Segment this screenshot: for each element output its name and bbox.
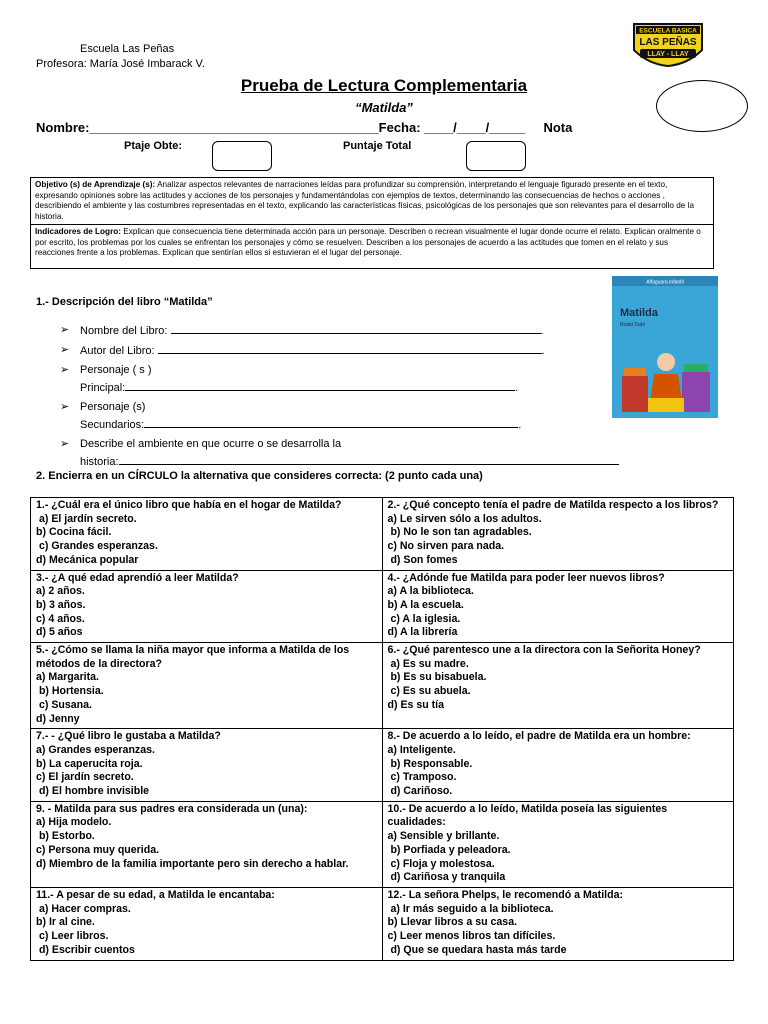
achievement-indicators	[31, 224, 713, 261]
book-author: Roald Dahl	[620, 322, 645, 328]
answer-option[interactable]: a) Es su madre.	[387, 657, 469, 670]
book-cover-image	[612, 276, 718, 418]
answer-option[interactable]: b) Porfiada y peleadora.	[387, 843, 511, 856]
question-cell	[382, 643, 734, 729]
table-row	[31, 801, 734, 887]
question-cell	[382, 498, 734, 571]
answer-option[interactable]: d) Jenny	[36, 712, 80, 725]
answer-option[interactable]: b) La caperucita roja.	[36, 757, 143, 770]
answer-option[interactable]: c) El jardín secreto.	[36, 771, 134, 784]
questions-table	[30, 497, 734, 961]
book-name-field[interactable]	[171, 322, 541, 334]
answer-option[interactable]: d) 5 años	[36, 626, 83, 639]
answer-option[interactable]: b) Es su bisabuela.	[387, 671, 487, 684]
answer-option[interactable]: b) Ir al cine.	[36, 916, 95, 929]
answer-option[interactable]: a) Inteligente.	[387, 743, 456, 756]
answer-option[interactable]: a) 2 años.	[36, 585, 85, 598]
answer-option[interactable]: b) 3 años.	[36, 598, 86, 611]
name-label: Nombre:	[36, 120, 90, 135]
answer-option[interactable]: d) Miembro de la familia importante pero sin derecho a hablar.	[36, 857, 349, 870]
item-sublabel: Secundarios:	[80, 419, 145, 431]
answer-option[interactable]: a) Le sirven sólo a los adultos.	[387, 512, 542, 525]
answer-option[interactable]: c) A la iglesia.	[387, 612, 461, 625]
section1-heading: 1.- Descripción del libro “Matilda”	[36, 296, 213, 308]
arrow-bullet-icon: ➢	[60, 401, 70, 413]
logo-top-text: ESCUELA BASICA	[639, 27, 697, 35]
question-text: 12.- La señora Phelps, le recomendó a Matilda:	[387, 888, 623, 901]
school-logo	[628, 20, 708, 68]
name-date-row	[36, 120, 572, 135]
question-cell	[31, 643, 383, 729]
answer-option[interactable]: c) Persona muy querida.	[36, 843, 160, 856]
date-field[interactable]: ____/____/_____	[420, 120, 526, 135]
list-item: ➢ Personaje ( s ) Principal: .	[60, 362, 620, 397]
answer-option[interactable]: b) Cocina fácil.	[36, 526, 112, 539]
question-text: 5.- ¿Cómo se llama la niña mayor que informa a Matilda de los métodos de la directora?	[36, 644, 350, 670]
answer-option[interactable]: d) Que se quedara hasta más tarde	[387, 943, 567, 956]
question-text: 1.- ¿Cuál era el único libro que había en el hogar de Matilda?	[36, 499, 342, 511]
question-cell	[31, 498, 383, 571]
arrow-bullet-icon: ➢	[60, 364, 70, 376]
page-subtitle: “Matilda”	[355, 100, 413, 115]
answer-option[interactable]: b) Estorbo.	[36, 830, 95, 843]
item-label: Personaje ( s )	[80, 364, 152, 376]
score-total-label: Puntaje Total	[343, 140, 412, 152]
question-text: 11.- A pesar de su edad, a Matilda le encantaba:	[36, 888, 275, 901]
list-item: ➢ Nombre del Libro: .	[60, 324, 544, 337]
indicators-label: Indicadores de Logro:	[35, 227, 121, 236]
section2-heading: 2. Encierra en un CÍRCULO la alternativa que consideres correcta: (2 punto cada una)	[36, 470, 483, 482]
answer-option[interactable]: d) Cariñoso.	[387, 785, 453, 798]
answer-option[interactable]: c) Tramposo.	[387, 771, 457, 784]
score-obtained-box[interactable]	[212, 141, 272, 171]
answer-option[interactable]: d) A la librería	[387, 626, 458, 639]
question-text: 7.- - ¿Qué libro le gustaba a Matilda?	[36, 730, 221, 743]
grade-label: Nota	[543, 120, 573, 135]
question-cell	[31, 570, 383, 643]
item-label: Nombre del Libro:	[80, 325, 168, 337]
arrow-bullet-icon: ➢	[60, 324, 70, 336]
indicators-text: Explican que consecuencia tiene determinada acción para un personaje. Describen o recrean visualmente el lugar donde ocurre el relato. Explican oralmente o por escrito, los problemas por los cuales se enfrentan los personajes y cómo se resuelven. Describen a los personajes de acuerdo a las actitudes que tomen en el relato y sus reacciones frente a los problemas. Explican que sentirían ellos si estuvieran el el lugar del personaje.	[35, 227, 701, 257]
answer-option[interactable]: c) Leer menos libros tan difíciles.	[387, 930, 556, 943]
question-cell	[382, 887, 734, 960]
book-publisher: Alfaguara Infantil	[646, 279, 684, 286]
secondary-characters-field[interactable]	[144, 416, 518, 428]
answer-option[interactable]: b) Responsable.	[387, 757, 473, 770]
book-title: Matilda	[620, 307, 658, 319]
arrow-bullet-icon: ➢	[60, 344, 70, 356]
answer-option[interactable]: d) Es su tía	[387, 698, 445, 711]
item-label: Describe el ambiente en que ocurre o se desarrolla la	[80, 438, 342, 450]
answer-option[interactable]: a) Hacer compras.	[36, 902, 131, 915]
table-row	[31, 729, 734, 802]
answer-option[interactable]: b) Hortensia.	[36, 685, 104, 698]
answer-option[interactable]: c) Susana.	[36, 698, 92, 711]
answer-option[interactable]: d) Cariñosa y tranquila	[387, 871, 506, 884]
date-label: Fecha:	[378, 120, 421, 135]
question-text: 10.- De acuerdo a lo leído, Matilda poseía las siguientes cualidades:	[387, 802, 668, 829]
answer-option[interactable]: b) A la escuela.	[387, 598, 464, 611]
answer-option[interactable]: d) Escribir cuentos	[36, 943, 135, 956]
question-cell	[382, 729, 734, 802]
item-label: Autor del Libro:	[80, 345, 155, 357]
answer-option[interactable]: b) No le son tan agradables.	[387, 526, 532, 539]
logo-bottom-text: LLAY - LLAY	[647, 51, 689, 58]
item-sublabel: historia:	[80, 456, 119, 468]
answer-option[interactable]: a) Margarita.	[36, 671, 99, 684]
answer-option[interactable]: a) Ir más seguido a la biblioteca.	[387, 902, 554, 915]
learning-objective	[31, 178, 713, 224]
list-item	[60, 436, 620, 471]
answer-option[interactable]: d) Son fomes	[387, 553, 458, 566]
grade-oval[interactable]	[656, 80, 748, 132]
answer-option[interactable]: a) Grandes esperanzas.	[36, 743, 155, 756]
answer-option[interactable]: a) El jardín secreto.	[36, 512, 137, 525]
answer-option[interactable]: c) Floja y molestosa.	[387, 857, 495, 870]
table-row	[31, 643, 734, 729]
page-title: Prueba de Lectura Complementaria	[240, 76, 528, 95]
answer-option[interactable]: c) No sirven para nada.	[387, 540, 505, 553]
question-cell	[31, 887, 383, 960]
answer-option[interactable]: c) 4 años.	[36, 612, 85, 625]
book-author-field[interactable]	[158, 342, 542, 354]
list-item: ➢ Personaje (s) Secundarios: .	[60, 399, 620, 434]
name-field[interactable]: ________________________________________	[89, 120, 379, 135]
question-cell	[382, 801, 734, 887]
answer-option[interactable]: c) Grandes esperanzas.	[36, 540, 158, 553]
objectives-box	[30, 177, 714, 269]
answer-option[interactable]: d) Mecánica popular	[36, 553, 139, 566]
table-row	[31, 498, 734, 571]
question-cell	[31, 729, 383, 802]
book-description-list	[60, 322, 620, 473]
answer-option[interactable]: b) Llevar libros a su casa.	[387, 916, 518, 929]
setting-field[interactable]	[119, 453, 619, 465]
answer-option[interactable]: c) Es su abuela.	[387, 685, 471, 698]
main-character-field[interactable]	[125, 379, 515, 391]
school-name: Escuela Las Peñas	[80, 43, 175, 55]
objective-label: Objetivo (s) de Aprendizaje (s):	[35, 180, 156, 189]
arrow-bullet-icon: ➢	[60, 438, 70, 450]
question-text: 9. - Matilda para sus padres era considerada un (una):	[36, 802, 308, 815]
item-sublabel: Principal:	[80, 382, 126, 394]
question-cell	[31, 801, 383, 887]
answer-option[interactable]: a) A la biblioteca.	[387, 585, 474, 598]
question-cell	[382, 570, 734, 643]
question-text: 4.- ¿Adónde fue Matilda para poder leer nuevos libros?	[387, 571, 665, 584]
table-row	[31, 570, 734, 643]
table-row	[31, 887, 734, 960]
question-text: 8.- De acuerdo a lo leído, el padre de Matilda era un hombre:	[387, 730, 691, 743]
list-item: ➢ Autor del Libro: .	[60, 344, 545, 357]
answer-option[interactable]: a) Hija modelo.	[36, 816, 112, 829]
answer-option[interactable]: d) El hombre invisible	[36, 785, 150, 798]
question-text: 6.- ¿Qué parentesco une a la directora con la Señorita Honey?	[387, 644, 701, 657]
question-text: 3.- ¿A qué edad aprendió a leer Matilda?	[36, 571, 239, 584]
objective-text: Analizar aspectos relevantes de narraciones leídas para profundizar su comprensión, interpretando el lenguaje figurado presente en el texto, expresando opiniones sobre las actitudes y acciones de los personajes y fundamentándolas con ejemplos de textos, determinando las consecuencias de hechos o acciones , describiendo el ambiente y las costumbres representadas en el texto, explicando las características físicas, psicológicas de los personajes que son relevantes para el desarrollo de la historia.	[35, 180, 694, 221]
score-total-box[interactable]	[466, 141, 526, 171]
question-text: 2.- ¿Qué concepto tenía el padre de Matilda respecto a los libros?	[387, 499, 719, 511]
answer-option[interactable]: a) Sensible y brillante.	[387, 830, 500, 843]
score-obtained-label: Ptaje Obte:	[124, 140, 183, 152]
logo-mid-text: LAS PEÑAS	[639, 37, 697, 48]
teacher-name: Profesora: María José Imbarack V.	[36, 58, 205, 70]
answer-option[interactable]: c) Leer libros.	[36, 930, 109, 943]
item-label: Personaje (s)	[80, 401, 146, 413]
